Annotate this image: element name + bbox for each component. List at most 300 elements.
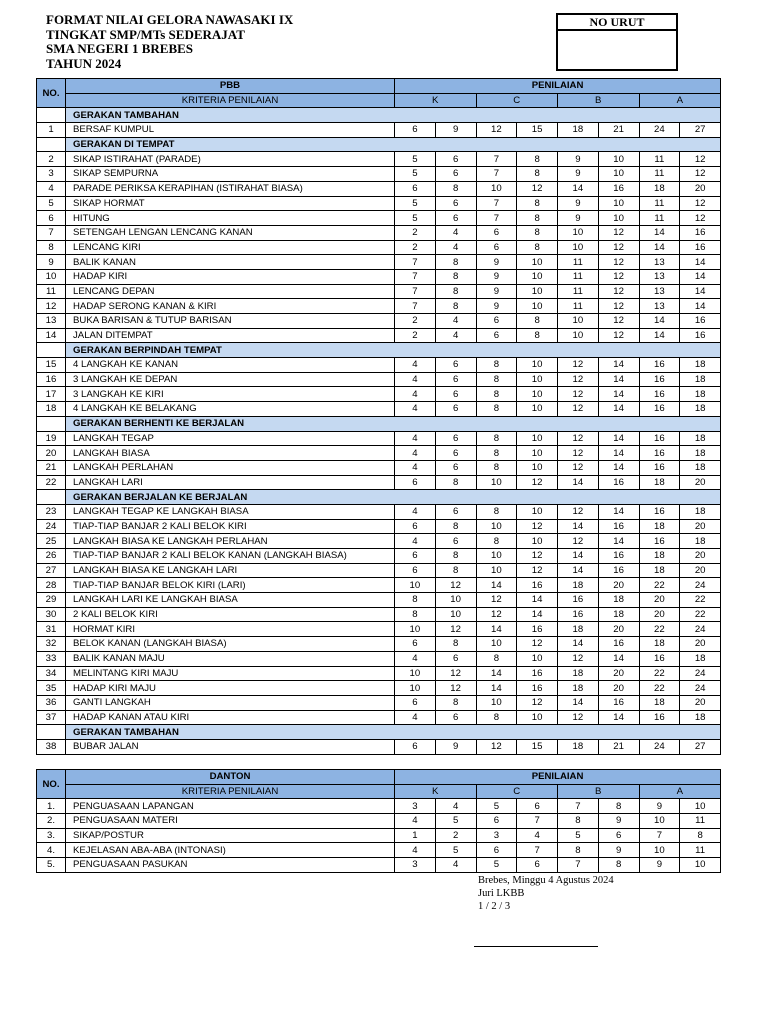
row-number: 36 [37,695,66,710]
score-cell: 12 [680,167,721,182]
row-number: 21 [37,460,66,475]
score-cell: 18 [598,593,639,608]
score-cell: 12 [558,431,599,446]
score-cell: 18 [558,739,599,754]
row-number: 10 [37,269,66,284]
criterion-name: LANGKAH BIASA [66,446,395,461]
score-cell: 8 [435,269,476,284]
score-cell: 8 [517,167,558,182]
grade-header: C [476,93,558,108]
score-cell: 8 [395,607,436,622]
score-cell: 14 [680,299,721,314]
score-cell: 18 [639,563,680,578]
title-line: TINGKAT SMP/MTs SEDERAJAT [46,26,245,42]
score-cell: 11 [558,284,599,299]
group-header: PBB [66,79,395,94]
score-cell: 6 [476,314,517,329]
score-cell: 10 [517,372,558,387]
score-cell: 20 [680,637,721,652]
score-cell: 8 [517,328,558,343]
section-title: GERAKAN BERHENTI KE BERJALAN [66,416,721,431]
score-cell: 14 [639,225,680,240]
criterion-name: PENGUASAAN PASUKAN [66,858,395,873]
score-cell: 18 [639,519,680,534]
score-cell: 8 [435,549,476,564]
score-cell: 16 [517,681,558,696]
score-cell: 12 [558,387,599,402]
score-cell: 20 [680,475,721,490]
no-urut-box [556,13,678,71]
score-cell: 10 [476,637,517,652]
score-cell: 14 [598,710,639,725]
score-cell: 12 [680,211,721,226]
score-cell: 8 [476,534,517,549]
score-cell: 10 [517,358,558,373]
table-row [37,622,721,637]
table-row [37,695,721,710]
table-row [37,799,721,814]
score-cell: 10 [517,387,558,402]
row-number: 19 [37,431,66,446]
score-cell: 5 [476,799,517,814]
score-cell: 14 [476,578,517,593]
score-cell: 9 [435,123,476,138]
row-number: 5. [37,858,66,873]
score-cell: 6 [435,211,476,226]
section-title: GERAKAN BERPINDAH TEMPAT [66,343,721,358]
score-cell: 6 [395,563,436,578]
score-cell: 10 [395,666,436,681]
score-cell: 4 [395,651,436,666]
score-cell: 10 [517,402,558,417]
score-cell: 4 [435,858,476,873]
criterion-name: LANGKAH BIASA KE LANGKAH LARI [66,563,395,578]
score-cell: 12 [558,402,599,417]
criterion-name: SIKAP/POSTUR [66,828,395,843]
score-cell: 16 [517,622,558,637]
score-cell: 16 [558,607,599,622]
score-cell: 7 [476,152,517,167]
score-cell: 8 [476,504,517,519]
score-cell: 16 [639,387,680,402]
table-row [37,181,721,196]
score-cell: 8 [517,314,558,329]
score-cell: 16 [598,549,639,564]
criteria-header: KRITERIA PENILAIAN [66,784,395,799]
row-number: 29 [37,593,66,608]
score-header: PENILAIAN [395,770,721,785]
score-cell: 22 [639,622,680,637]
score-cell: 15 [517,739,558,754]
score-cell: 18 [639,549,680,564]
score-cell: 6 [435,710,476,725]
score-cell: 12 [558,534,599,549]
score-cell: 4 [395,402,436,417]
score-cell: 16 [639,534,680,549]
score-cell: 10 [598,167,639,182]
criterion-name: PARADE PERIKSA KERAPIHAN (ISTIRAHAT BIASA) [66,181,395,196]
pbb-table-body [37,108,721,754]
score-cell: 16 [639,431,680,446]
section-spacer [37,490,66,505]
score-cell: 20 [598,622,639,637]
score-cell: 6 [435,372,476,387]
score-cell: 8 [476,431,517,446]
score-cell: 16 [639,710,680,725]
score-cell: 7 [558,858,599,873]
row-number: 8 [37,240,66,255]
score-cell: 11 [680,843,721,858]
score-cell: 10 [558,240,599,255]
criterion-name: SIKAP SEMPURNA [66,167,395,182]
score-cell: 5 [435,843,476,858]
score-cell: 12 [598,269,639,284]
score-cell: 18 [639,695,680,710]
table-row [37,460,721,475]
criterion-name: HADAP KIRI [66,269,395,284]
score-cell: 8 [435,563,476,578]
score-cell: 10 [639,814,680,829]
table-row [37,563,721,578]
row-number: 23 [37,504,66,519]
criterion-name: HADAP KIRI MAJU [66,681,395,696]
criterion-name: 4 LANGKAH KE BELAKANG [66,402,395,417]
section-row [37,725,721,740]
score-cell: 18 [680,372,721,387]
score-cell: 6 [476,814,517,829]
score-cell: 8 [476,358,517,373]
score-cell: 18 [680,446,721,461]
row-number: 4. [37,843,66,858]
score-cell: 6 [435,167,476,182]
section-row [37,416,721,431]
score-cell: 3 [395,858,436,873]
row-number: 12 [37,299,66,314]
title-line: SMA NEGERI 1 BREBES [46,41,194,56]
score-cell: 14 [476,622,517,637]
score-cell: 7 [476,196,517,211]
score-cell: 16 [598,563,639,578]
score-cell: 12 [435,681,476,696]
score-cell: 5 [395,167,436,182]
score-cell: 16 [639,358,680,373]
score-cell: 6 [395,519,436,534]
table-row [37,167,721,182]
score-cell: 20 [639,607,680,622]
score-cell: 14 [680,284,721,299]
score-cell: 16 [598,475,639,490]
score-cell: 6 [435,460,476,475]
score-cell: 8 [598,799,639,814]
score-cell: 10 [476,181,517,196]
score-cell: 9 [435,739,476,754]
row-number: 32 [37,637,66,652]
score-cell: 20 [598,578,639,593]
score-cell: 6 [395,739,436,754]
table-row [37,858,721,873]
score-cell: 11 [558,269,599,284]
score-cell: 22 [639,681,680,696]
criterion-name: HORMAT KIRI [66,622,395,637]
table-row [37,681,721,696]
title-line: FORMAT NILAI GELORA NAWASAKI IX [46,12,294,27]
table-row [37,225,721,240]
score-cell: 8 [517,196,558,211]
row-number: 33 [37,651,66,666]
score-cell: 11 [639,211,680,226]
score-cell: 9 [476,299,517,314]
score-cell: 6 [395,695,436,710]
score-cell: 5 [395,211,436,226]
score-cell: 13 [639,255,680,270]
table-row [37,593,721,608]
table-row [37,196,721,211]
grade-header: C [476,784,558,799]
table-row [37,123,721,138]
score-cell: 6 [476,328,517,343]
score-cell: 4 [395,446,436,461]
score-cell: 12 [558,372,599,387]
score-cell: 14 [598,372,639,387]
table-row [37,607,721,622]
score-cell: 22 [639,578,680,593]
score-cell: 27 [680,739,721,754]
criterion-name: HADAP KANAN ATAU KIRI [66,710,395,725]
score-cell: 12 [558,358,599,373]
score-cell: 10 [476,475,517,490]
score-cell: 10 [517,269,558,284]
score-cell: 8 [435,519,476,534]
row-number: 6 [37,211,66,226]
criterion-name: LANGKAH LARI [66,475,395,490]
table-row [37,269,721,284]
signature-block [478,874,614,913]
score-cell: 6 [395,637,436,652]
score-cell: 6 [395,549,436,564]
score-cell: 14 [558,181,599,196]
score-cell: 7 [558,799,599,814]
score-cell: 10 [476,695,517,710]
criterion-name: LANGKAH TEGAP KE LANGKAH BIASA [66,504,395,519]
group-header: DANTON [66,770,395,785]
criterion-name: BALIK KANAN [66,255,395,270]
score-cell: 1 [395,828,436,843]
row-number: 18 [37,402,66,417]
score-cell: 12 [680,152,721,167]
row-number: 9 [37,255,66,270]
score-cell: 4 [395,387,436,402]
score-cell: 9 [558,167,599,182]
score-cell: 9 [558,196,599,211]
score-cell: 14 [476,666,517,681]
score-cell: 8 [435,255,476,270]
score-cell: 12 [598,328,639,343]
score-cell: 10 [598,211,639,226]
score-cell: 18 [558,622,599,637]
score-cell: 11 [639,152,680,167]
row-number: 20 [37,446,66,461]
score-cell: 4 [395,431,436,446]
score-cell: 12 [517,475,558,490]
score-cell: 18 [680,651,721,666]
score-cell: 14 [476,681,517,696]
score-cell: 4 [435,240,476,255]
score-cell: 6 [435,196,476,211]
score-cell: 9 [476,255,517,270]
score-cell: 10 [517,504,558,519]
score-cell: 10 [476,563,517,578]
score-cell: 5 [395,152,436,167]
score-cell: 8 [558,843,599,858]
criterion-name: SETENGAH LENGAN LENCANG KANAN [66,225,395,240]
row-number: 16 [37,372,66,387]
score-cell: 7 [476,167,517,182]
score-cell: 3 [476,828,517,843]
score-cell: 12 [517,519,558,534]
no-urut-value-field[interactable] [558,31,676,71]
judge-number: 1 / 2 / 3 [478,901,511,912]
score-cell: 16 [639,651,680,666]
section-spacer [37,725,66,740]
row-number: 13 [37,314,66,329]
score-cell: 10 [517,284,558,299]
score-cell: 7 [639,828,680,843]
table-row [37,328,721,343]
row-number: 7 [37,225,66,240]
row-number: 30 [37,607,66,622]
table-row [37,739,721,754]
score-cell: 2 [395,225,436,240]
score-cell: 12 [476,593,517,608]
section-title: GERAKAN TAMBAHAN [66,725,721,740]
score-cell: 12 [476,123,517,138]
score-cell: 4 [395,358,436,373]
criterion-name: SIKAP HORMAT [66,196,395,211]
score-cell: 4 [395,843,436,858]
score-cell: 9 [476,284,517,299]
grade-header: K [395,784,477,799]
score-cell: 12 [517,181,558,196]
score-cell: 8 [476,460,517,475]
score-cell: 22 [680,607,721,622]
score-cell: 7 [395,269,436,284]
score-cell: 6 [435,387,476,402]
score-cell: 12 [598,255,639,270]
score-cell: 12 [435,622,476,637]
score-cell: 16 [680,240,721,255]
score-cell: 24 [680,578,721,593]
score-cell: 14 [598,387,639,402]
score-cell: 18 [680,504,721,519]
score-cell: 4 [435,314,476,329]
criterion-name: LANGKAH TEGAP [66,431,395,446]
score-cell: 11 [639,167,680,182]
score-cell: 10 [517,299,558,314]
criterion-name: PENGUASAAN LAPANGAN [66,799,395,814]
criterion-name: 3 LANGKAH KE DEPAN [66,372,395,387]
score-cell: 14 [558,549,599,564]
score-cell: 8 [558,814,599,829]
score-cell: 9 [558,152,599,167]
place-date: Brebes, Minggu 4 Agustus 2024 [478,875,614,886]
table-row [37,211,721,226]
table-row [37,431,721,446]
score-cell: 8 [598,858,639,873]
score-cell: 14 [558,519,599,534]
score-cell: 9 [558,211,599,226]
score-cell: 14 [598,534,639,549]
score-cell: 16 [639,504,680,519]
score-cell: 20 [680,181,721,196]
criterion-name: HITUNG [66,211,395,226]
score-cell: 21 [598,739,639,754]
score-cell: 10 [476,549,517,564]
score-cell: 10 [517,651,558,666]
score-cell: 12 [435,666,476,681]
score-cell: 12 [517,637,558,652]
criterion-name: TIAP-TIAP BANJAR 2 KALI BELOK KANAN (LANGKAH BIASA) [66,549,395,564]
score-cell: 14 [598,651,639,666]
criterion-name: BUKA BARISAN & TUTUP BARISAN [66,314,395,329]
score-cell: 6 [598,828,639,843]
score-cell: 24 [680,622,721,637]
score-cell: 12 [476,607,517,622]
table-row [37,843,721,858]
score-cell: 8 [476,710,517,725]
score-cell: 16 [639,372,680,387]
score-cell: 5 [435,814,476,829]
score-cell: 27 [680,123,721,138]
score-cell: 10 [435,607,476,622]
score-cell: 22 [680,593,721,608]
table-row [37,299,721,314]
score-cell: 20 [680,519,721,534]
no-column-header: NO. [37,770,66,799]
score-cell: 14 [558,563,599,578]
score-cell: 12 [558,504,599,519]
score-cell: 6 [476,225,517,240]
criterion-name: PENGUASAAN MATERI [66,814,395,829]
score-cell: 14 [598,402,639,417]
score-cell: 13 [639,284,680,299]
grade-header: K [395,93,477,108]
criterion-name: BERSAF KUMPUL [66,123,395,138]
score-cell: 12 [558,651,599,666]
score-cell: 6 [395,475,436,490]
row-number: 17 [37,387,66,402]
score-cell: 18 [680,402,721,417]
score-cell: 8 [476,387,517,402]
score-cell: 18 [680,710,721,725]
score-cell: 6 [476,843,517,858]
score-cell: 16 [639,446,680,461]
table-row [37,387,721,402]
grade-header: A [639,93,721,108]
score-cell: 8 [435,181,476,196]
score-cell: 11 [558,255,599,270]
table-row [37,504,721,519]
score-cell: 18 [558,681,599,696]
score-cell: 16 [598,181,639,196]
score-cell: 14 [680,269,721,284]
score-cell: 9 [639,858,680,873]
table-row [37,534,721,549]
score-cell: 18 [558,578,599,593]
score-cell: 24 [680,681,721,696]
score-cell: 8 [517,240,558,255]
section-row [37,343,721,358]
score-cell: 12 [598,299,639,314]
